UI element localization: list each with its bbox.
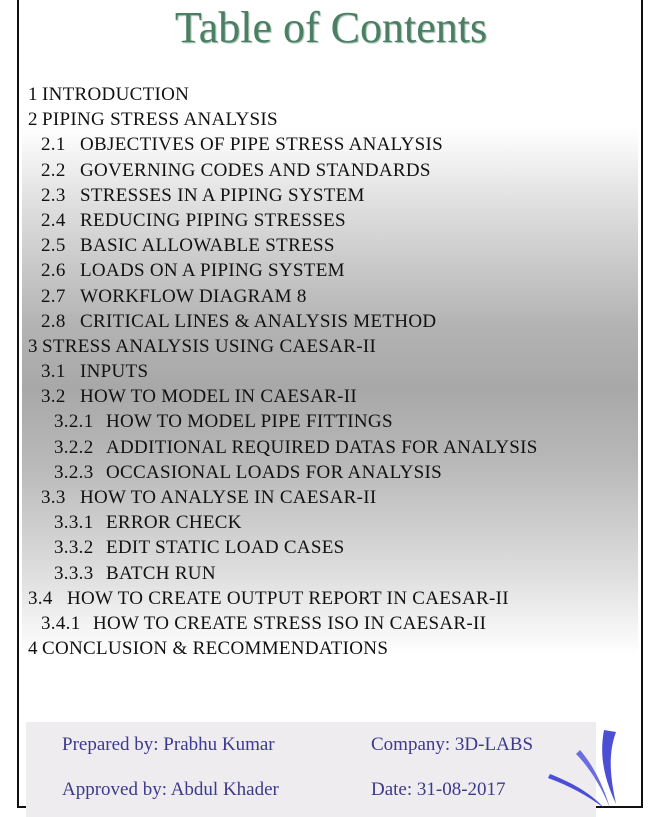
toc-entry[interactable] xyxy=(28,334,538,359)
toc-entry-title: OBJECTIVES OF PIPE STRESS ANALYSIS xyxy=(80,134,444,156)
toc-entry-title: STRESS ANALYSIS USING CAESAR-II xyxy=(42,335,377,357)
toc-entry-number: 3.3.1 xyxy=(54,512,94,534)
toc-entry-title: HOW TO MODEL PIPE FITTINGS xyxy=(106,411,393,433)
toc-entry-number: 3.4 xyxy=(28,587,53,609)
toc-entry-number: 3.2.2 xyxy=(54,436,94,458)
toc-entry-number: 3.2 xyxy=(41,386,66,408)
toc-entry-title: EDIT STATIC LOAD CASES xyxy=(106,537,345,559)
toc-entry-number: 2.5 xyxy=(41,235,66,257)
toc-entry[interactable] xyxy=(28,409,538,434)
document-footer xyxy=(26,722,596,817)
toc-entry[interactable] xyxy=(28,510,538,535)
company: Company: 3D-LABS xyxy=(371,734,534,755)
toc-entry[interactable] xyxy=(28,384,538,409)
toc-entry[interactable] xyxy=(28,284,538,309)
toc-entry-title: REDUCING PIPING STRESSES xyxy=(80,209,346,231)
table-of-contents xyxy=(28,82,538,661)
toc-entry-title: HOW TO CREATE OUTPUT REPORT IN CAESAR-II xyxy=(67,587,509,609)
toc-entry[interactable] xyxy=(28,561,538,586)
toc-entry-number: 3.2.1 xyxy=(54,411,94,433)
date: Date: 31-08-2017 xyxy=(371,779,506,800)
toc-entry[interactable] xyxy=(28,208,538,233)
toc-entry-title: HOW TO MODEL IN CAESAR-II xyxy=(80,386,358,408)
toc-entry-title: OCCASIONAL LOADS FOR ANALYSIS xyxy=(106,461,442,483)
toc-entry-number: 2 xyxy=(28,109,38,131)
toc-entry-title: GOVERNING CODES AND STANDARDS xyxy=(80,159,431,181)
toc-entry-number: 2.2 xyxy=(41,159,66,181)
toc-entry-title: CONCLUSION & RECOMMENDATIONS xyxy=(42,638,389,660)
toc-entry-number: 3.3.3 xyxy=(54,562,94,584)
toc-entry[interactable] xyxy=(28,233,538,258)
toc-entry[interactable] xyxy=(28,183,538,208)
toc-entry-number: 3.3.2 xyxy=(54,537,94,559)
toc-entry[interactable] xyxy=(28,359,538,384)
toc-entry-title: HOW TO ANALYSE IN CAESAR-II xyxy=(80,487,377,508)
toc-entry[interactable] xyxy=(28,107,538,132)
prepared-by: Prepared by: Prabhu Kumar xyxy=(62,734,275,755)
toc-entry-title: BATCH RUN xyxy=(106,562,216,584)
company-logo-swoosh xyxy=(520,712,650,812)
toc-entry-number: 2.6 xyxy=(41,260,66,282)
toc-entry[interactable] xyxy=(28,82,538,107)
toc-entry-title: ERROR CHECK xyxy=(106,512,242,534)
toc-entry-number: 3.3 xyxy=(41,487,66,508)
toc-entry[interactable] xyxy=(28,460,538,485)
toc-entry-title: ADDITIONAL REQUIRED DATAS FOR ANALYSIS xyxy=(106,436,538,458)
toc-entry-number: 3.2.3 xyxy=(54,461,94,483)
toc-entry-number: 2.7 xyxy=(41,285,66,307)
toc-entry-title: STRESSES IN A PIPING SYSTEM xyxy=(80,184,365,206)
toc-entry-number: 3.1 xyxy=(41,361,66,383)
approved-by: Approved by: Abdul Khader xyxy=(62,779,279,800)
toc-entry-title: BASIC ALLOWABLE STRESS xyxy=(80,235,335,257)
toc-entry[interactable] xyxy=(28,535,538,560)
toc-entry-title: HOW TO CREATE STRESS ISO IN CAESAR-II xyxy=(93,612,487,634)
toc-entry-number: 2.8 xyxy=(41,310,66,332)
toc-entry-number: 2.1 xyxy=(41,134,66,156)
toc-entry-title: INPUTS xyxy=(80,361,149,383)
toc-entry-number: 2.3 xyxy=(41,184,66,206)
toc-entry[interactable] xyxy=(28,132,538,157)
toc-entry-title: WORKFLOW DIAGRAM 8 xyxy=(80,285,307,307)
toc-entry[interactable] xyxy=(28,611,538,636)
toc-entry-number: 3.4.1 xyxy=(41,612,81,634)
toc-entry-number: 4 xyxy=(28,638,38,660)
toc-entry-number: 3 xyxy=(28,335,38,357)
toc-entry-title: LOADS ON A PIPING SYSTEM xyxy=(80,260,345,282)
page-title: Table of Contents xyxy=(174,3,488,52)
toc-entry[interactable] xyxy=(28,309,538,334)
toc-entry[interactable] xyxy=(28,258,538,283)
toc-entry[interactable] xyxy=(28,586,538,611)
toc-entry[interactable] xyxy=(28,435,538,460)
toc-entry-title: CRITICAL LINES & ANALYSIS METHOD xyxy=(80,310,437,332)
toc-entry[interactable] xyxy=(28,158,538,183)
toc-entry[interactable] xyxy=(28,636,538,661)
toc-entry-title: PIPING STRESS ANALYSIS xyxy=(42,109,278,131)
toc-entry[interactable] xyxy=(28,485,538,510)
toc-entry-title: INTRODUCTION xyxy=(42,84,190,105)
toc-entry-number: 1 xyxy=(28,84,38,105)
toc-entry-number: 2.4 xyxy=(41,209,66,231)
